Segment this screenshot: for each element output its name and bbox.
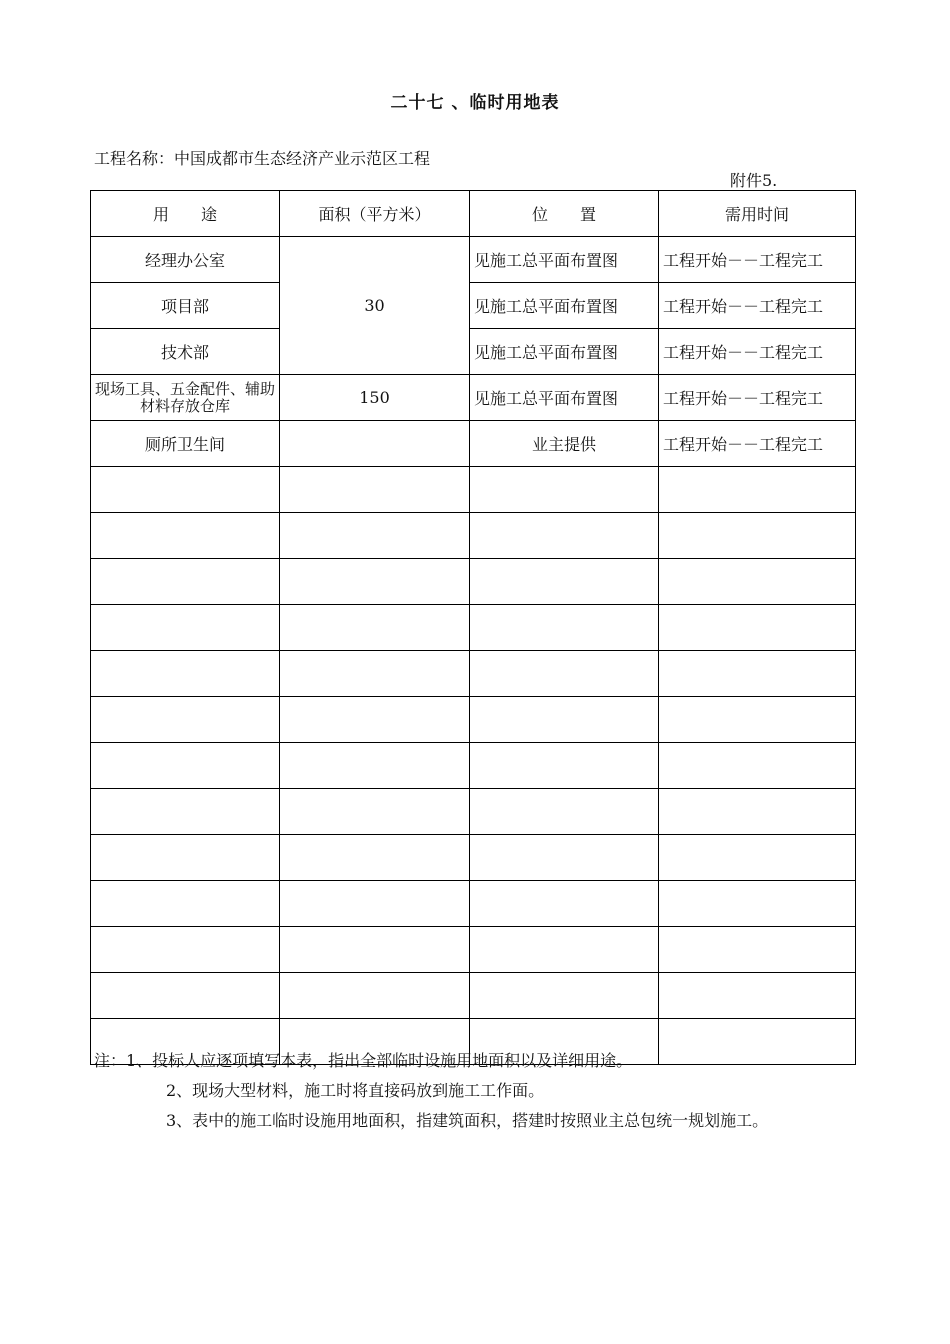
empty-cell: [91, 651, 280, 697]
empty-cell: [470, 789, 659, 835]
empty-cell: [280, 467, 470, 513]
empty-row: [91, 605, 856, 651]
empty-cell: [659, 743, 856, 789]
empty-cell: [659, 513, 856, 559]
cell-time: 工程开始－－工程完工: [659, 237, 856, 283]
cell-location: 见施工总平面布置图: [470, 375, 659, 421]
empty-row: [91, 927, 856, 973]
empty-cell: [91, 513, 280, 559]
empty-cell: [659, 559, 856, 605]
empty-row: [91, 513, 856, 559]
empty-cell: [659, 651, 856, 697]
empty-cell: [470, 927, 659, 973]
empty-cell: [280, 559, 470, 605]
cell-use: 现场工具、五金配件、辅助材料存放仓库: [91, 375, 280, 421]
empty-cell: [91, 605, 280, 651]
empty-cell: [470, 651, 659, 697]
empty-cell: [470, 513, 659, 559]
cell-use: 厕所卫生间: [91, 421, 280, 467]
empty-cell: [91, 789, 280, 835]
empty-row: [91, 743, 856, 789]
empty-cell: [280, 835, 470, 881]
empty-cell: [280, 881, 470, 927]
empty-cell: [91, 881, 280, 927]
empty-cell: [280, 605, 470, 651]
header-location: 位 置: [470, 191, 659, 237]
empty-cell: [470, 881, 659, 927]
cell-use: 技术部: [91, 329, 280, 375]
empty-cell: [470, 559, 659, 605]
empty-cell: [91, 697, 280, 743]
empty-cell: [91, 559, 280, 605]
empty-cell: [470, 973, 659, 1019]
cell-area: [280, 421, 470, 467]
cell-location: 业主提供: [470, 421, 659, 467]
empty-cell: [659, 467, 856, 513]
empty-cell: [659, 697, 856, 743]
table-row: [91, 329, 856, 375]
empty-cell: [470, 605, 659, 651]
header-time: 需用时间: [659, 191, 856, 237]
empty-row: [91, 789, 856, 835]
cell-time: 工程开始－－工程完工: [659, 283, 856, 329]
empty-row: [91, 651, 856, 697]
empty-cell: [659, 835, 856, 881]
note-2: 2、现场大型材料，施工时将直接码放到施工工作面。: [166, 1081, 545, 1100]
land-use-table: [90, 190, 856, 1065]
cell-area: 150: [280, 375, 470, 421]
cell-use: 项目部: [91, 283, 280, 329]
table-row: [91, 283, 856, 329]
table-row: [91, 421, 856, 467]
cell-use: 经理办公室: [91, 237, 280, 283]
empty-cell: [280, 789, 470, 835]
empty-cell: [659, 927, 856, 973]
cell-area-merged: 30: [280, 237, 470, 375]
empty-cell: [659, 881, 856, 927]
cell-location: 见施工总平面布置图: [470, 237, 659, 283]
empty-cell: [91, 973, 280, 1019]
empty-row: [91, 467, 856, 513]
empty-cell: [91, 835, 280, 881]
note-1: 注：1、投标人应逐项填写本表，指出全部临时设施用地面积以及详细用途。: [94, 1051, 633, 1070]
note-3: 3、表中的施工临时设施用地面积，指建筑面积，搭建时按照业主总包统一规划施工。: [166, 1111, 769, 1130]
cell-time: 工程开始－－工程完工: [659, 421, 856, 467]
table-header-row: [91, 191, 856, 237]
page-title: 二十七 、临时用地表: [390, 93, 560, 113]
empty-cell: [91, 743, 280, 789]
empty-cell: [659, 605, 856, 651]
empty-row: [91, 835, 856, 881]
cell-location: 见施工总平面布置图: [470, 283, 659, 329]
empty-cell: [470, 697, 659, 743]
attachment-label: 附件5.: [730, 171, 778, 190]
empty-cell: [659, 789, 856, 835]
empty-cell: [280, 651, 470, 697]
empty-row: [91, 697, 856, 743]
empty-row: [91, 881, 856, 927]
empty-cell: [280, 927, 470, 973]
empty-cell: [280, 743, 470, 789]
header-area: 面积（平方米）: [280, 191, 470, 237]
notes: [94, 1046, 768, 1136]
empty-row: [91, 973, 856, 1019]
empty-row: [91, 559, 856, 605]
empty-cell: [91, 467, 280, 513]
empty-cell: [280, 513, 470, 559]
project-name: 工程名称：中国成都市生态经济产业示范区工程: [94, 149, 431, 168]
table-row: [91, 237, 856, 283]
empty-cell: [280, 697, 470, 743]
empty-cell: [280, 973, 470, 1019]
header-use: 用 途: [91, 191, 280, 237]
cell-time: 工程开始－－工程完工: [659, 375, 856, 421]
cell-location: 见施工总平面布置图: [470, 329, 659, 375]
empty-cell: [470, 835, 659, 881]
empty-cell: [659, 973, 856, 1019]
cell-time: 工程开始－－工程完工: [659, 329, 856, 375]
empty-cell: [470, 743, 659, 789]
table-row: [91, 375, 856, 421]
empty-cell: [91, 927, 280, 973]
empty-cell: [470, 467, 659, 513]
